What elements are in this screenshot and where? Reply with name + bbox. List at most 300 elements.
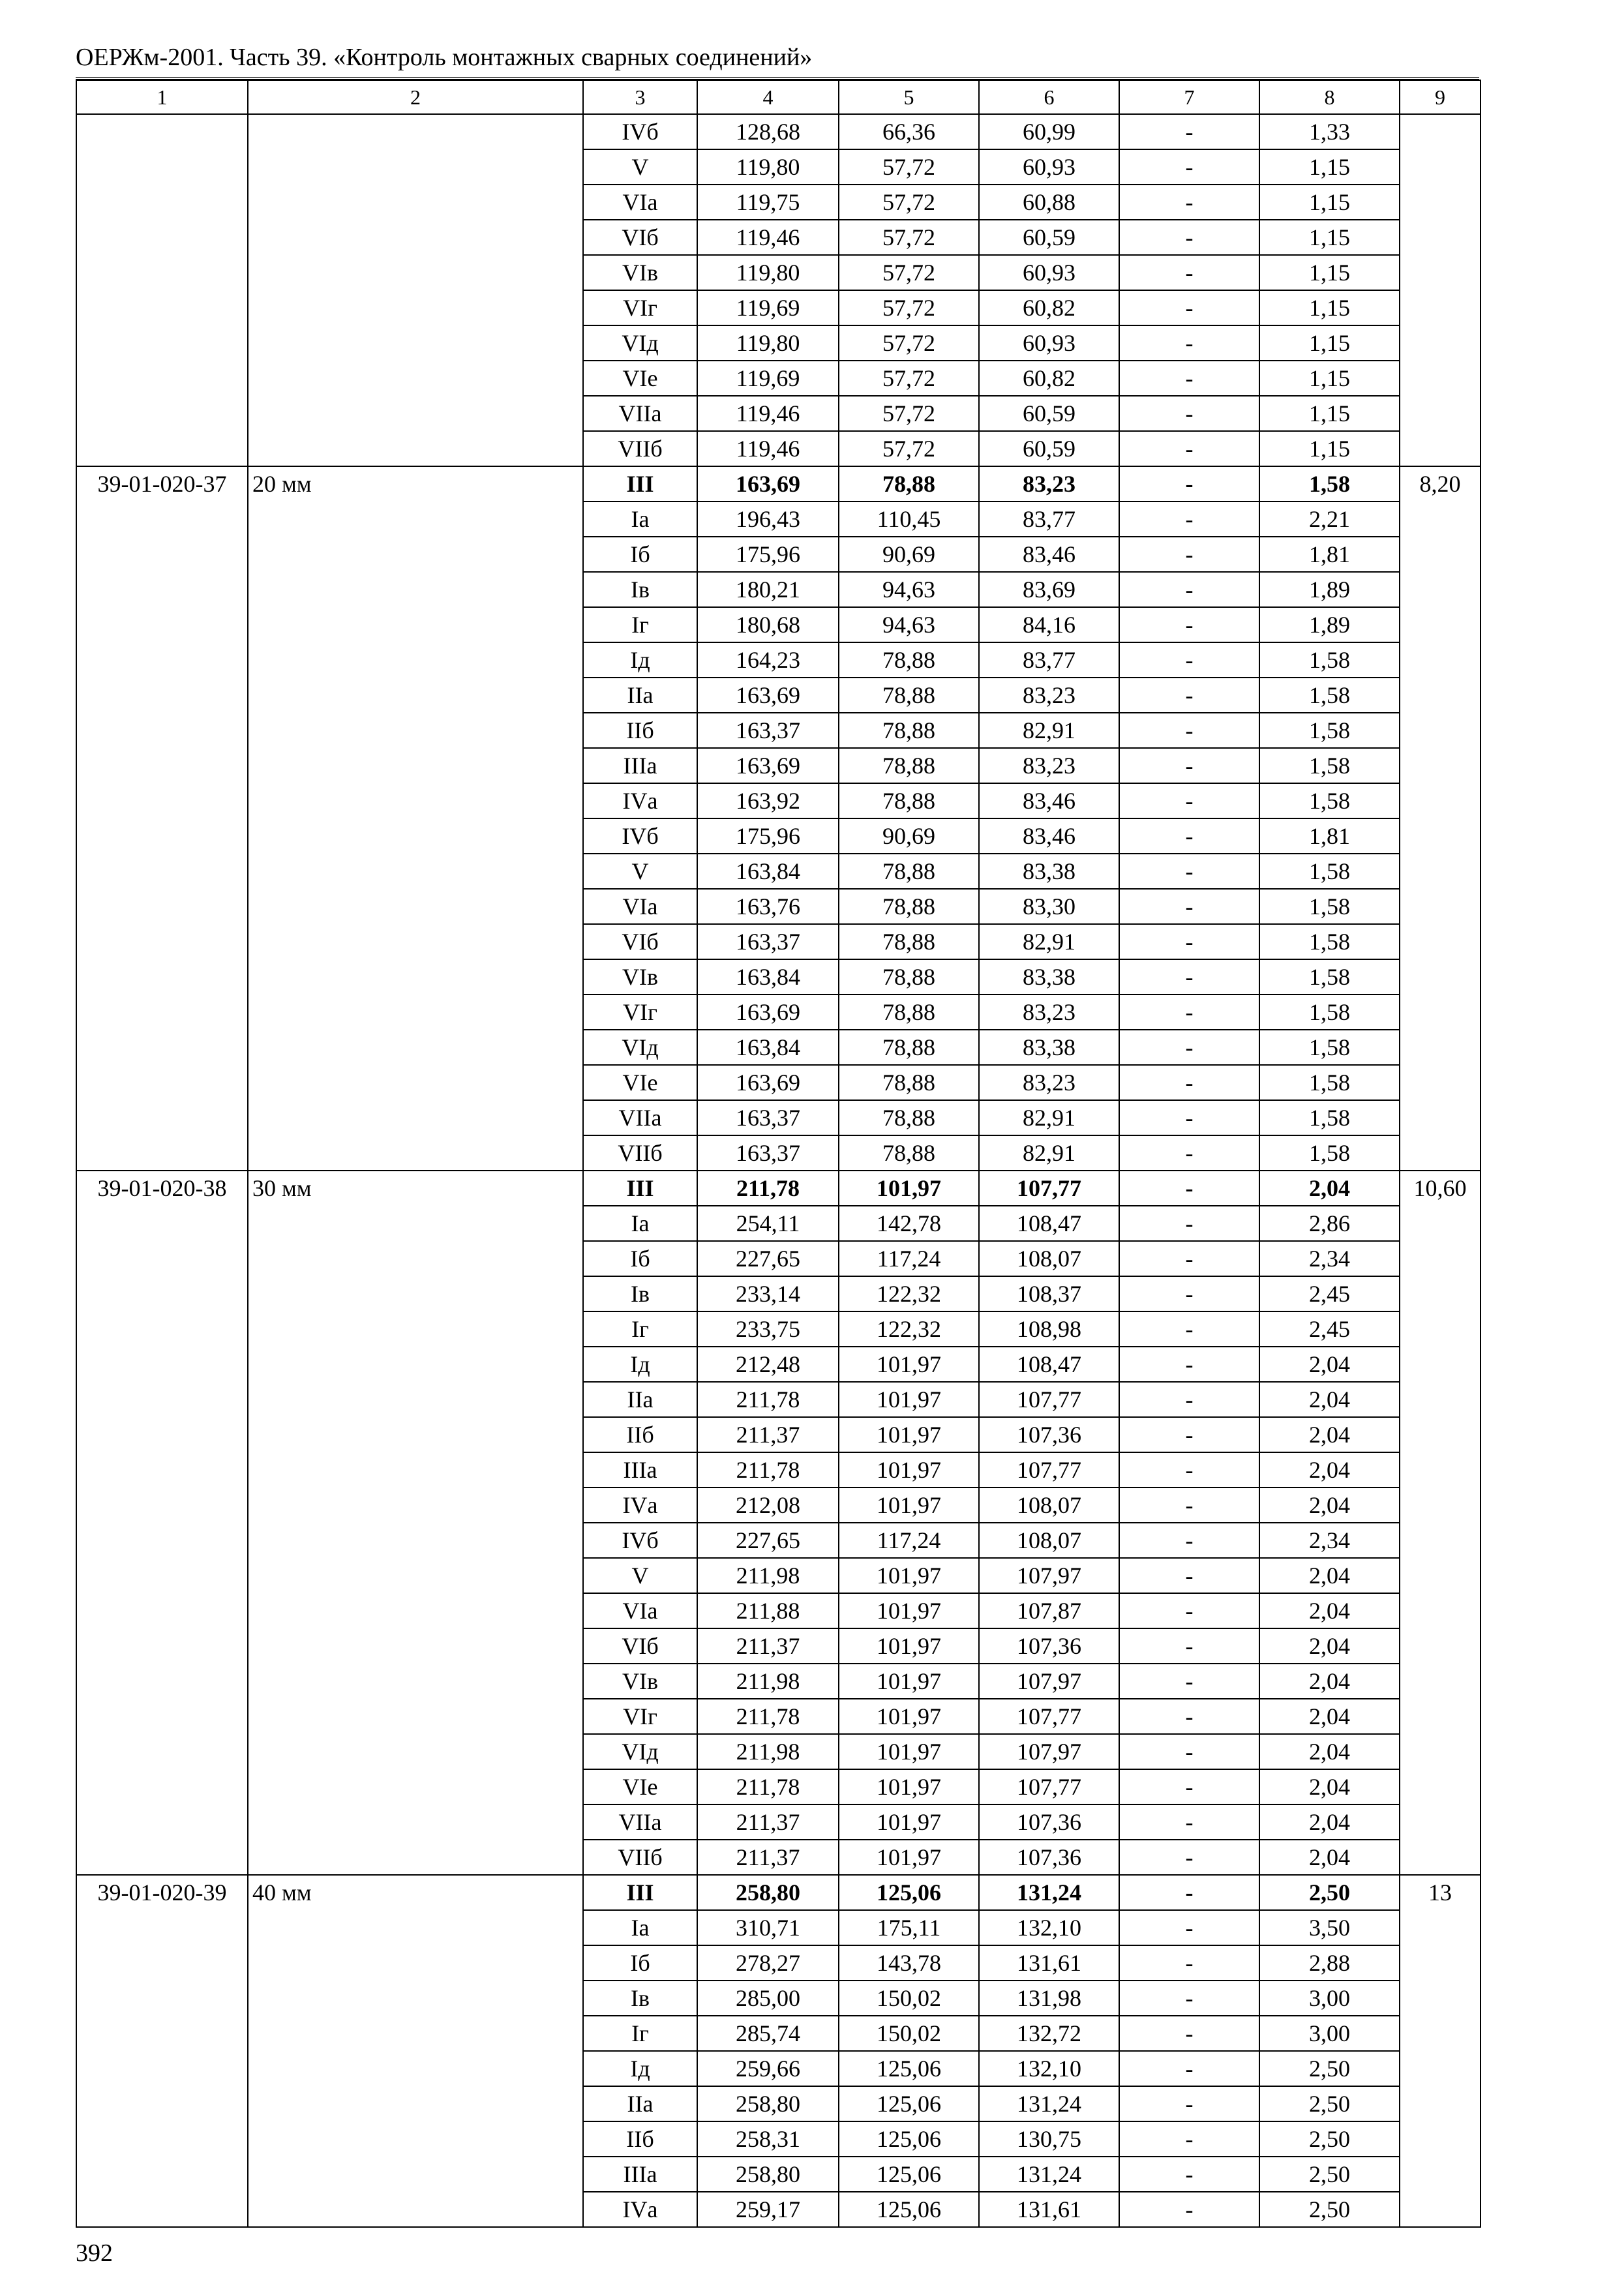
cell-c3: Iа <box>583 1206 697 1241</box>
cell-c6: 60,88 <box>979 185 1119 220</box>
cell-c8: 2,04 <box>1259 1628 1400 1664</box>
cell-c6: 131,24 <box>979 1875 1119 1910</box>
cell-c8: 1,58 <box>1259 889 1400 924</box>
cell-c3: IVб <box>583 818 697 854</box>
cell-c6: 83,46 <box>979 783 1119 818</box>
column-header: 1 <box>76 80 248 114</box>
cell-c7: - <box>1119 1171 1259 1206</box>
table-row <box>76 466 1481 501</box>
cell-c6: 131,61 <box>979 1945 1119 1981</box>
cell-c8: 1,15 <box>1259 431 1400 466</box>
cell-c4: 163,84 <box>697 1030 839 1065</box>
cell-c5: 101,97 <box>839 1558 979 1593</box>
cell-c7: - <box>1119 889 1259 924</box>
cell-c3: IIIа <box>583 1452 697 1488</box>
cell-c4: 285,00 <box>697 1981 839 2016</box>
cell-c3: VIб <box>583 220 697 255</box>
cell-c6: 130,75 <box>979 2121 1119 2157</box>
cell-c7: - <box>1119 431 1259 466</box>
cell-c8: 3,00 <box>1259 2016 1400 2051</box>
cell-c5: 57,72 <box>839 185 979 220</box>
cell-c6: 107,36 <box>979 1628 1119 1664</box>
cell-c6: 82,91 <box>979 924 1119 959</box>
cell-c7: - <box>1119 1135 1259 1171</box>
cell-c8: 2,50 <box>1259 2086 1400 2121</box>
cell-c8: 2,21 <box>1259 501 1400 537</box>
cell-c8: 1,58 <box>1259 1135 1400 1171</box>
cell-c8: 2,50 <box>1259 2051 1400 2086</box>
cell-c4: 163,92 <box>697 783 839 818</box>
cell-c3: IVа <box>583 783 697 818</box>
rate-name-cell: 20 мм <box>248 466 583 1171</box>
cell-c6: 82,91 <box>979 713 1119 748</box>
rate-name-cell: 30 мм <box>248 1171 583 1875</box>
cell-c4: 259,66 <box>697 2051 839 2086</box>
cell-c3: VIд <box>583 325 697 361</box>
cell-c5: 57,72 <box>839 255 979 290</box>
cell-c5: 125,06 <box>839 2121 979 2157</box>
cell-c7: - <box>1119 1523 1259 1558</box>
cell-c3: Iв <box>583 572 697 607</box>
cell-c4: 211,37 <box>697 1628 839 1664</box>
cell-c5: 78,88 <box>839 889 979 924</box>
cell-c7: - <box>1119 1981 1259 2016</box>
cell-c7: - <box>1119 713 1259 748</box>
cell-c6: 108,47 <box>979 1347 1119 1382</box>
cell-c5: 78,88 <box>839 1030 979 1065</box>
cell-c3: IIб <box>583 713 697 748</box>
cell-c4: 254,11 <box>697 1206 839 1241</box>
page-header: ОЕРЖм-2001. Часть 39. «Контроль монтажных сварных соединений» <box>76 38 1479 80</box>
cell-c7: - <box>1119 783 1259 818</box>
cell-c5: 78,88 <box>839 783 979 818</box>
cell-c4: 119,80 <box>697 325 839 361</box>
cell-c3: III <box>583 466 697 501</box>
cell-c7: - <box>1119 1417 1259 1452</box>
cell-c5: 78,88 <box>839 642 979 678</box>
cell-c3: VIа <box>583 889 697 924</box>
cell-c6: 107,97 <box>979 1664 1119 1699</box>
cell-c8: 1,58 <box>1259 713 1400 748</box>
cell-c6: 108,07 <box>979 1488 1119 1523</box>
cell-c7: - <box>1119 1276 1259 1311</box>
column-number-row <box>76 80 1481 114</box>
cell-c3: VIIб <box>583 1135 697 1171</box>
cell-c3: IIа <box>583 678 697 713</box>
cell-c4: 163,76 <box>697 889 839 924</box>
cell-c8: 1,15 <box>1259 290 1400 325</box>
rate-col9-cell: 8,20 <box>1400 466 1481 1171</box>
cell-c8: 1,33 <box>1259 114 1400 149</box>
cell-c8: 1,15 <box>1259 149 1400 185</box>
cell-c8: 1,89 <box>1259 572 1400 607</box>
rates-table <box>76 80 1481 2228</box>
cell-c5: 101,97 <box>839 1699 979 1734</box>
cell-c5: 101,97 <box>839 1347 979 1382</box>
cell-c6: 132,10 <box>979 1910 1119 1945</box>
cell-c3: Iа <box>583 1910 697 1945</box>
cell-c7: - <box>1119 255 1259 290</box>
cell-c8: 1,81 <box>1259 818 1400 854</box>
cell-c7: - <box>1119 1241 1259 1276</box>
cell-c6: 131,24 <box>979 2086 1119 2121</box>
cell-c3: VIб <box>583 1628 697 1664</box>
cell-c4: 211,78 <box>697 1769 839 1804</box>
cell-c8: 1,89 <box>1259 607 1400 642</box>
cell-c5: 122,32 <box>839 1311 979 1347</box>
cell-c6: 83,38 <box>979 959 1119 995</box>
cell-c3: Iб <box>583 1241 697 1276</box>
cell-c3: IIIа <box>583 2157 697 2192</box>
rate-col9-cell <box>1400 114 1481 466</box>
cell-c3: IVа <box>583 1488 697 1523</box>
cell-c4: 233,75 <box>697 1311 839 1347</box>
cell-c4: 258,80 <box>697 1875 839 1910</box>
cell-c6: 83,23 <box>979 1065 1119 1100</box>
cell-c6: 108,47 <box>979 1206 1119 1241</box>
cell-c7: - <box>1119 2016 1259 2051</box>
column-header: 8 <box>1259 80 1400 114</box>
cell-c4: 211,37 <box>697 1840 839 1875</box>
cell-c5: 78,88 <box>839 466 979 501</box>
cell-c7: - <box>1119 1945 1259 1981</box>
rate-name-cell <box>248 114 583 466</box>
cell-c8: 2,50 <box>1259 1875 1400 1910</box>
cell-c5: 117,24 <box>839 1241 979 1276</box>
cell-c3: Iг <box>583 1311 697 1347</box>
cell-c5: 57,72 <box>839 325 979 361</box>
cell-c5: 125,06 <box>839 2157 979 2192</box>
cell-c6: 131,24 <box>979 2157 1119 2192</box>
cell-c6: 60,99 <box>979 114 1119 149</box>
cell-c3: Iд <box>583 2051 697 2086</box>
cell-c4: 211,98 <box>697 1734 839 1769</box>
cell-c5: 101,97 <box>839 1171 979 1206</box>
cell-c5: 57,72 <box>839 396 979 431</box>
cell-c6: 131,98 <box>979 1981 1119 2016</box>
cell-c7: - <box>1119 818 1259 854</box>
cell-c4: 180,68 <box>697 607 839 642</box>
cell-c4: 285,74 <box>697 2016 839 2051</box>
cell-c4: 164,23 <box>697 642 839 678</box>
cell-c7: - <box>1119 537 1259 572</box>
cell-c3: VIв <box>583 255 697 290</box>
cell-c3: VIIб <box>583 1840 697 1875</box>
cell-c4: 119,75 <box>697 185 839 220</box>
cell-c7: - <box>1119 501 1259 537</box>
cell-c8: 2,04 <box>1259 1452 1400 1488</box>
cell-c8: 2,04 <box>1259 1488 1400 1523</box>
cell-c8: 1,15 <box>1259 255 1400 290</box>
cell-c5: 125,06 <box>839 1875 979 1910</box>
cell-c3: V <box>583 854 697 889</box>
cell-c6: 84,16 <box>979 607 1119 642</box>
cell-c4: 119,69 <box>697 361 839 396</box>
cell-c4: 227,65 <box>697 1523 839 1558</box>
cell-c3: IIа <box>583 2086 697 2121</box>
cell-c5: 101,97 <box>839 1417 979 1452</box>
cell-c5: 125,06 <box>839 2192 979 2227</box>
cell-c5: 125,06 <box>839 2086 979 2121</box>
cell-c3: VIе <box>583 1769 697 1804</box>
cell-c7: - <box>1119 1452 1259 1488</box>
cell-c5: 101,97 <box>839 1382 979 1417</box>
cell-c7: - <box>1119 1030 1259 1065</box>
cell-c6: 107,36 <box>979 1417 1119 1452</box>
cell-c4: 196,43 <box>697 501 839 537</box>
column-header: 7 <box>1119 80 1259 114</box>
cell-c5: 78,88 <box>839 748 979 783</box>
cell-c3: VIа <box>583 185 697 220</box>
cell-c6: 83,77 <box>979 642 1119 678</box>
cell-c6: 83,38 <box>979 854 1119 889</box>
cell-c4: 211,88 <box>697 1593 839 1628</box>
cell-c5: 90,69 <box>839 537 979 572</box>
cell-c4: 211,98 <box>697 1664 839 1699</box>
cell-c5: 78,88 <box>839 1065 979 1100</box>
cell-c5: 101,97 <box>839 1769 979 1804</box>
cell-c4: 163,37 <box>697 924 839 959</box>
cell-c7: - <box>1119 924 1259 959</box>
cell-c7: - <box>1119 1628 1259 1664</box>
cell-c3: Iб <box>583 1945 697 1981</box>
cell-c8: 3,50 <box>1259 1910 1400 1945</box>
rate-code-cell: 39-01-020-39 <box>76 1875 248 2227</box>
column-header: 6 <box>979 80 1119 114</box>
cell-c6: 108,37 <box>979 1276 1119 1311</box>
cell-c6: 131,61 <box>979 2192 1119 2227</box>
cell-c4: 119,69 <box>697 290 839 325</box>
cell-c5: 101,97 <box>839 1452 979 1488</box>
cell-c5: 175,11 <box>839 1910 979 1945</box>
rate-col9-cell: 10,60 <box>1400 1171 1481 1875</box>
cell-c5: 78,88 <box>839 678 979 713</box>
cell-c6: 107,77 <box>979 1382 1119 1417</box>
cell-c7: - <box>1119 1065 1259 1100</box>
cell-c4: 211,78 <box>697 1382 839 1417</box>
cell-c7: - <box>1119 995 1259 1030</box>
cell-c6: 107,77 <box>979 1699 1119 1734</box>
cell-c5: 66,36 <box>839 114 979 149</box>
cell-c7: - <box>1119 2051 1259 2086</box>
cell-c8: 1,15 <box>1259 185 1400 220</box>
cell-c5: 101,97 <box>839 1488 979 1523</box>
cell-c6: 132,72 <box>979 2016 1119 2051</box>
cell-c4: 211,78 <box>697 1452 839 1488</box>
cell-c8: 2,04 <box>1259 1699 1400 1734</box>
cell-c5: 101,97 <box>839 1804 979 1840</box>
cell-c6: 107,36 <box>979 1840 1119 1875</box>
cell-c5: 57,72 <box>839 431 979 466</box>
cell-c6: 107,36 <box>979 1804 1119 1840</box>
cell-c4: 163,84 <box>697 854 839 889</box>
cell-c5: 150,02 <box>839 1981 979 2016</box>
cell-c5: 57,72 <box>839 290 979 325</box>
cell-c7: - <box>1119 220 1259 255</box>
cell-c7: - <box>1119 361 1259 396</box>
cell-c7: - <box>1119 149 1259 185</box>
cell-c6: 60,59 <box>979 396 1119 431</box>
cell-c7: - <box>1119 290 1259 325</box>
cell-c5: 117,24 <box>839 1523 979 1558</box>
cell-c7: - <box>1119 1734 1259 1769</box>
cell-c3: V <box>583 149 697 185</box>
cell-c8: 1,58 <box>1259 1065 1400 1100</box>
cell-c7: - <box>1119 2121 1259 2157</box>
cell-c5: 94,63 <box>839 572 979 607</box>
cell-c6: 60,82 <box>979 290 1119 325</box>
cell-c7: - <box>1119 1382 1259 1417</box>
cell-c6: 83,23 <box>979 995 1119 1030</box>
cell-c4: 259,17 <box>697 2192 839 2227</box>
cell-c8: 2,04 <box>1259 1734 1400 1769</box>
cell-c3: VIб <box>583 924 697 959</box>
cell-c3: III <box>583 1875 697 1910</box>
cell-c7: - <box>1119 607 1259 642</box>
cell-c5: 78,88 <box>839 854 979 889</box>
cell-c3: III <box>583 1171 697 1206</box>
cell-c3: IVб <box>583 114 697 149</box>
cell-c8: 1,58 <box>1259 678 1400 713</box>
cell-c4: 119,80 <box>697 149 839 185</box>
cell-c8: 1,15 <box>1259 220 1400 255</box>
cell-c8: 2,04 <box>1259 1664 1400 1699</box>
column-header: 9 <box>1400 80 1481 114</box>
cell-c7: - <box>1119 854 1259 889</box>
cell-c4: 163,69 <box>697 1065 839 1100</box>
cell-c7: - <box>1119 2192 1259 2227</box>
column-header: 3 <box>583 80 697 114</box>
cell-c3: VIIа <box>583 1804 697 1840</box>
cell-c6: 60,59 <box>979 431 1119 466</box>
cell-c3: Iд <box>583 642 697 678</box>
cell-c7: - <box>1119 678 1259 713</box>
cell-c8: 1,58 <box>1259 995 1400 1030</box>
cell-c6: 107,77 <box>979 1452 1119 1488</box>
cell-c7: - <box>1119 185 1259 220</box>
cell-c4: 119,46 <box>697 431 839 466</box>
table-row <box>76 1171 1481 1206</box>
cell-c3: Iв <box>583 1276 697 1311</box>
cell-c5: 78,88 <box>839 1135 979 1171</box>
cell-c6: 108,07 <box>979 1241 1119 1276</box>
cell-c3: VIа <box>583 1593 697 1628</box>
cell-c4: 233,14 <box>697 1276 839 1311</box>
cell-c4: 258,80 <box>697 2157 839 2192</box>
cell-c3: VIе <box>583 1065 697 1100</box>
cell-c3: V <box>583 1558 697 1593</box>
cell-c8: 1,81 <box>1259 537 1400 572</box>
cell-c5: 90,69 <box>839 818 979 854</box>
cell-c6: 107,97 <box>979 1558 1119 1593</box>
cell-c7: - <box>1119 1664 1259 1699</box>
rate-col9-cell: 13 <box>1400 1875 1481 2227</box>
cell-c8: 2,88 <box>1259 1945 1400 1981</box>
cell-c4: 211,37 <box>697 1417 839 1452</box>
cell-c5: 57,72 <box>839 149 979 185</box>
cell-c3: IVа <box>583 2192 697 2227</box>
cell-c4: 175,96 <box>697 818 839 854</box>
cell-c8: 1,58 <box>1259 783 1400 818</box>
table-row <box>76 114 1481 149</box>
cell-c3: IVб <box>583 1523 697 1558</box>
rate-name-cell: 40 мм <box>248 1875 583 2227</box>
cell-c5: 101,97 <box>839 1664 979 1699</box>
cell-c6: 60,93 <box>979 255 1119 290</box>
cell-c4: 227,65 <box>697 1241 839 1276</box>
cell-c4: 163,69 <box>697 466 839 501</box>
cell-c4: 211,37 <box>697 1804 839 1840</box>
cell-c3: VIг <box>583 995 697 1030</box>
cell-c4: 119,46 <box>697 220 839 255</box>
cell-c6: 83,23 <box>979 748 1119 783</box>
cell-c7: - <box>1119 1804 1259 1840</box>
rate-code-cell: 39-01-020-37 <box>76 466 248 1171</box>
cell-c7: - <box>1119 959 1259 995</box>
cell-c8: 2,34 <box>1259 1241 1400 1276</box>
cell-c7: - <box>1119 1311 1259 1347</box>
cell-c5: 78,88 <box>839 1100 979 1135</box>
cell-c8: 2,45 <box>1259 1276 1400 1311</box>
cell-c8: 2,34 <box>1259 1523 1400 1558</box>
cell-c4: 211,78 <box>697 1171 839 1206</box>
cell-c5: 78,88 <box>839 713 979 748</box>
cell-c5: 57,72 <box>839 361 979 396</box>
table-row <box>76 1875 1481 1910</box>
cell-c5: 101,97 <box>839 1840 979 1875</box>
cell-c5: 57,72 <box>839 220 979 255</box>
cell-c7: - <box>1119 1347 1259 1382</box>
cell-c8: 1,58 <box>1259 466 1400 501</box>
cell-c3: VIв <box>583 1664 697 1699</box>
cell-c7: - <box>1119 1699 1259 1734</box>
cell-c8: 2,04 <box>1259 1804 1400 1840</box>
cell-c7: - <box>1119 1769 1259 1804</box>
cell-c8: 2,04 <box>1259 1769 1400 1804</box>
cell-c7: - <box>1119 1100 1259 1135</box>
cell-c4: 163,69 <box>697 748 839 783</box>
cell-c4: 258,31 <box>697 2121 839 2157</box>
cell-c4: 163,69 <box>697 678 839 713</box>
cell-c6: 83,46 <box>979 537 1119 572</box>
cell-c3: Iг <box>583 2016 697 2051</box>
cell-c8: 1,58 <box>1259 959 1400 995</box>
cell-c7: - <box>1119 1206 1259 1241</box>
cell-c6: 83,23 <box>979 678 1119 713</box>
cell-c8: 2,04 <box>1259 1593 1400 1628</box>
cell-c4: 310,71 <box>697 1910 839 1945</box>
cell-c5: 78,88 <box>839 924 979 959</box>
cell-c4: 258,80 <box>697 2086 839 2121</box>
cell-c3: IIб <box>583 2121 697 2157</box>
cell-c8: 1,58 <box>1259 1030 1400 1065</box>
cell-c8: 2,04 <box>1259 1840 1400 1875</box>
cell-c5: 110,45 <box>839 501 979 537</box>
cell-c8: 1,58 <box>1259 1100 1400 1135</box>
cell-c4: 211,98 <box>697 1558 839 1593</box>
cell-c3: VIд <box>583 1734 697 1769</box>
cell-c5: 122,32 <box>839 1276 979 1311</box>
cell-c6: 107,97 <box>979 1734 1119 1769</box>
cell-c7: - <box>1119 2086 1259 2121</box>
cell-c3: VIг <box>583 1699 697 1734</box>
cell-c4: 163,37 <box>697 1100 839 1135</box>
cell-c7: - <box>1119 1488 1259 1523</box>
page-number: 392 <box>76 2239 113 2267</box>
cell-c7: - <box>1119 1593 1259 1628</box>
cell-c8: 3,00 <box>1259 1981 1400 2016</box>
cell-c6: 83,46 <box>979 818 1119 854</box>
